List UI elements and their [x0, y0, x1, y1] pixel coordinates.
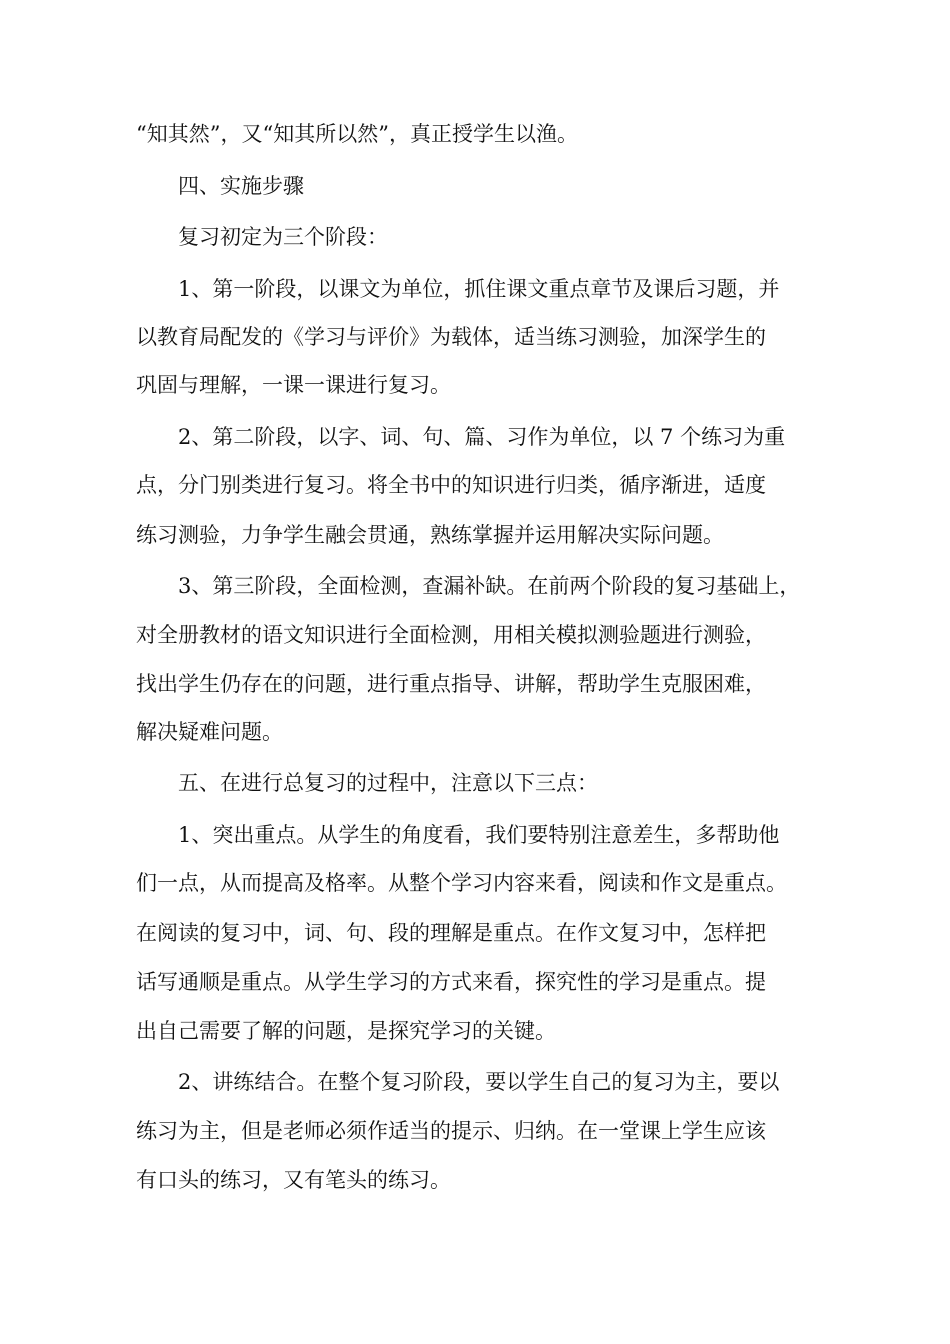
text-line: 找出学生仍存在的问题，进行重点指导、讲解，帮助学生克服困难， [136, 672, 766, 696]
text-line: 有口头的练习，又有笔头的练习。 [136, 1168, 451, 1192]
text-line: “知其然”，又“知其所以然”，真正授学生以渔。 [136, 122, 578, 146]
text-line: 2、讲练结合。在整个复习阶段，要以学生自己的复习为主，要以 [178, 1070, 780, 1094]
text-line: 话写通顺是重点。从学生学习的方式来看，探究性的学习是重点。提 [136, 970, 766, 994]
text-line: 3、第三阶段，全面检测，查漏补缺。在前两个阶段的复习基础上， [178, 574, 801, 598]
text-line: 点，分门别类进行复习。将全书中的知识进行归类，循序渐进，适度 [136, 473, 766, 497]
text-line: 解决疑难问题。 [136, 720, 283, 744]
text-line: 在阅读的复习中，词、句、段的理解是重点。在作文复习中，怎样把 [136, 921, 766, 945]
section-heading-steps: 四、实施步骤 [178, 174, 304, 198]
section-heading-points: 五、在进行总复习的过程中，注意以下三点： [178, 771, 598, 795]
text-line: 们一点，从而提高及格率。从整个学习内容来看，阅读和作文是重点。 [136, 871, 787, 895]
text-line: 出自己需要了解的问题，是探究学习的关键。 [136, 1019, 556, 1043]
text-line: 对全册教材的语文知识进行全面检测，用相关模拟测验题进行测验， [136, 623, 766, 647]
text-line: 以教育局配发的《学习与评价》为载体，适当练习测验，加深学生的 [136, 325, 766, 349]
text-line: 练习测验，力争学生融会贯通，熟练掌握并运用解决实际问题。 [136, 523, 724, 547]
text-line: 1、突出重点。从学生的角度看，我们要特别注意差生，多帮助他 [178, 823, 780, 847]
text-line: 2、第二阶段，以字、词、句、篇、习作为单位，以 7 个练习为重 [178, 425, 786, 449]
text-line: 练习为主，但是老师必须作适当的提示、归纳。在一堂课上学生应该 [136, 1119, 766, 1143]
text-line: 1、第一阶段，以课文为单位，抓住课文重点章节及课后习题，并 [178, 277, 780, 301]
text-line: 复习初定为三个阶段： [178, 225, 388, 249]
text-line: 巩固与理解，一课一课进行复习。 [136, 373, 451, 397]
